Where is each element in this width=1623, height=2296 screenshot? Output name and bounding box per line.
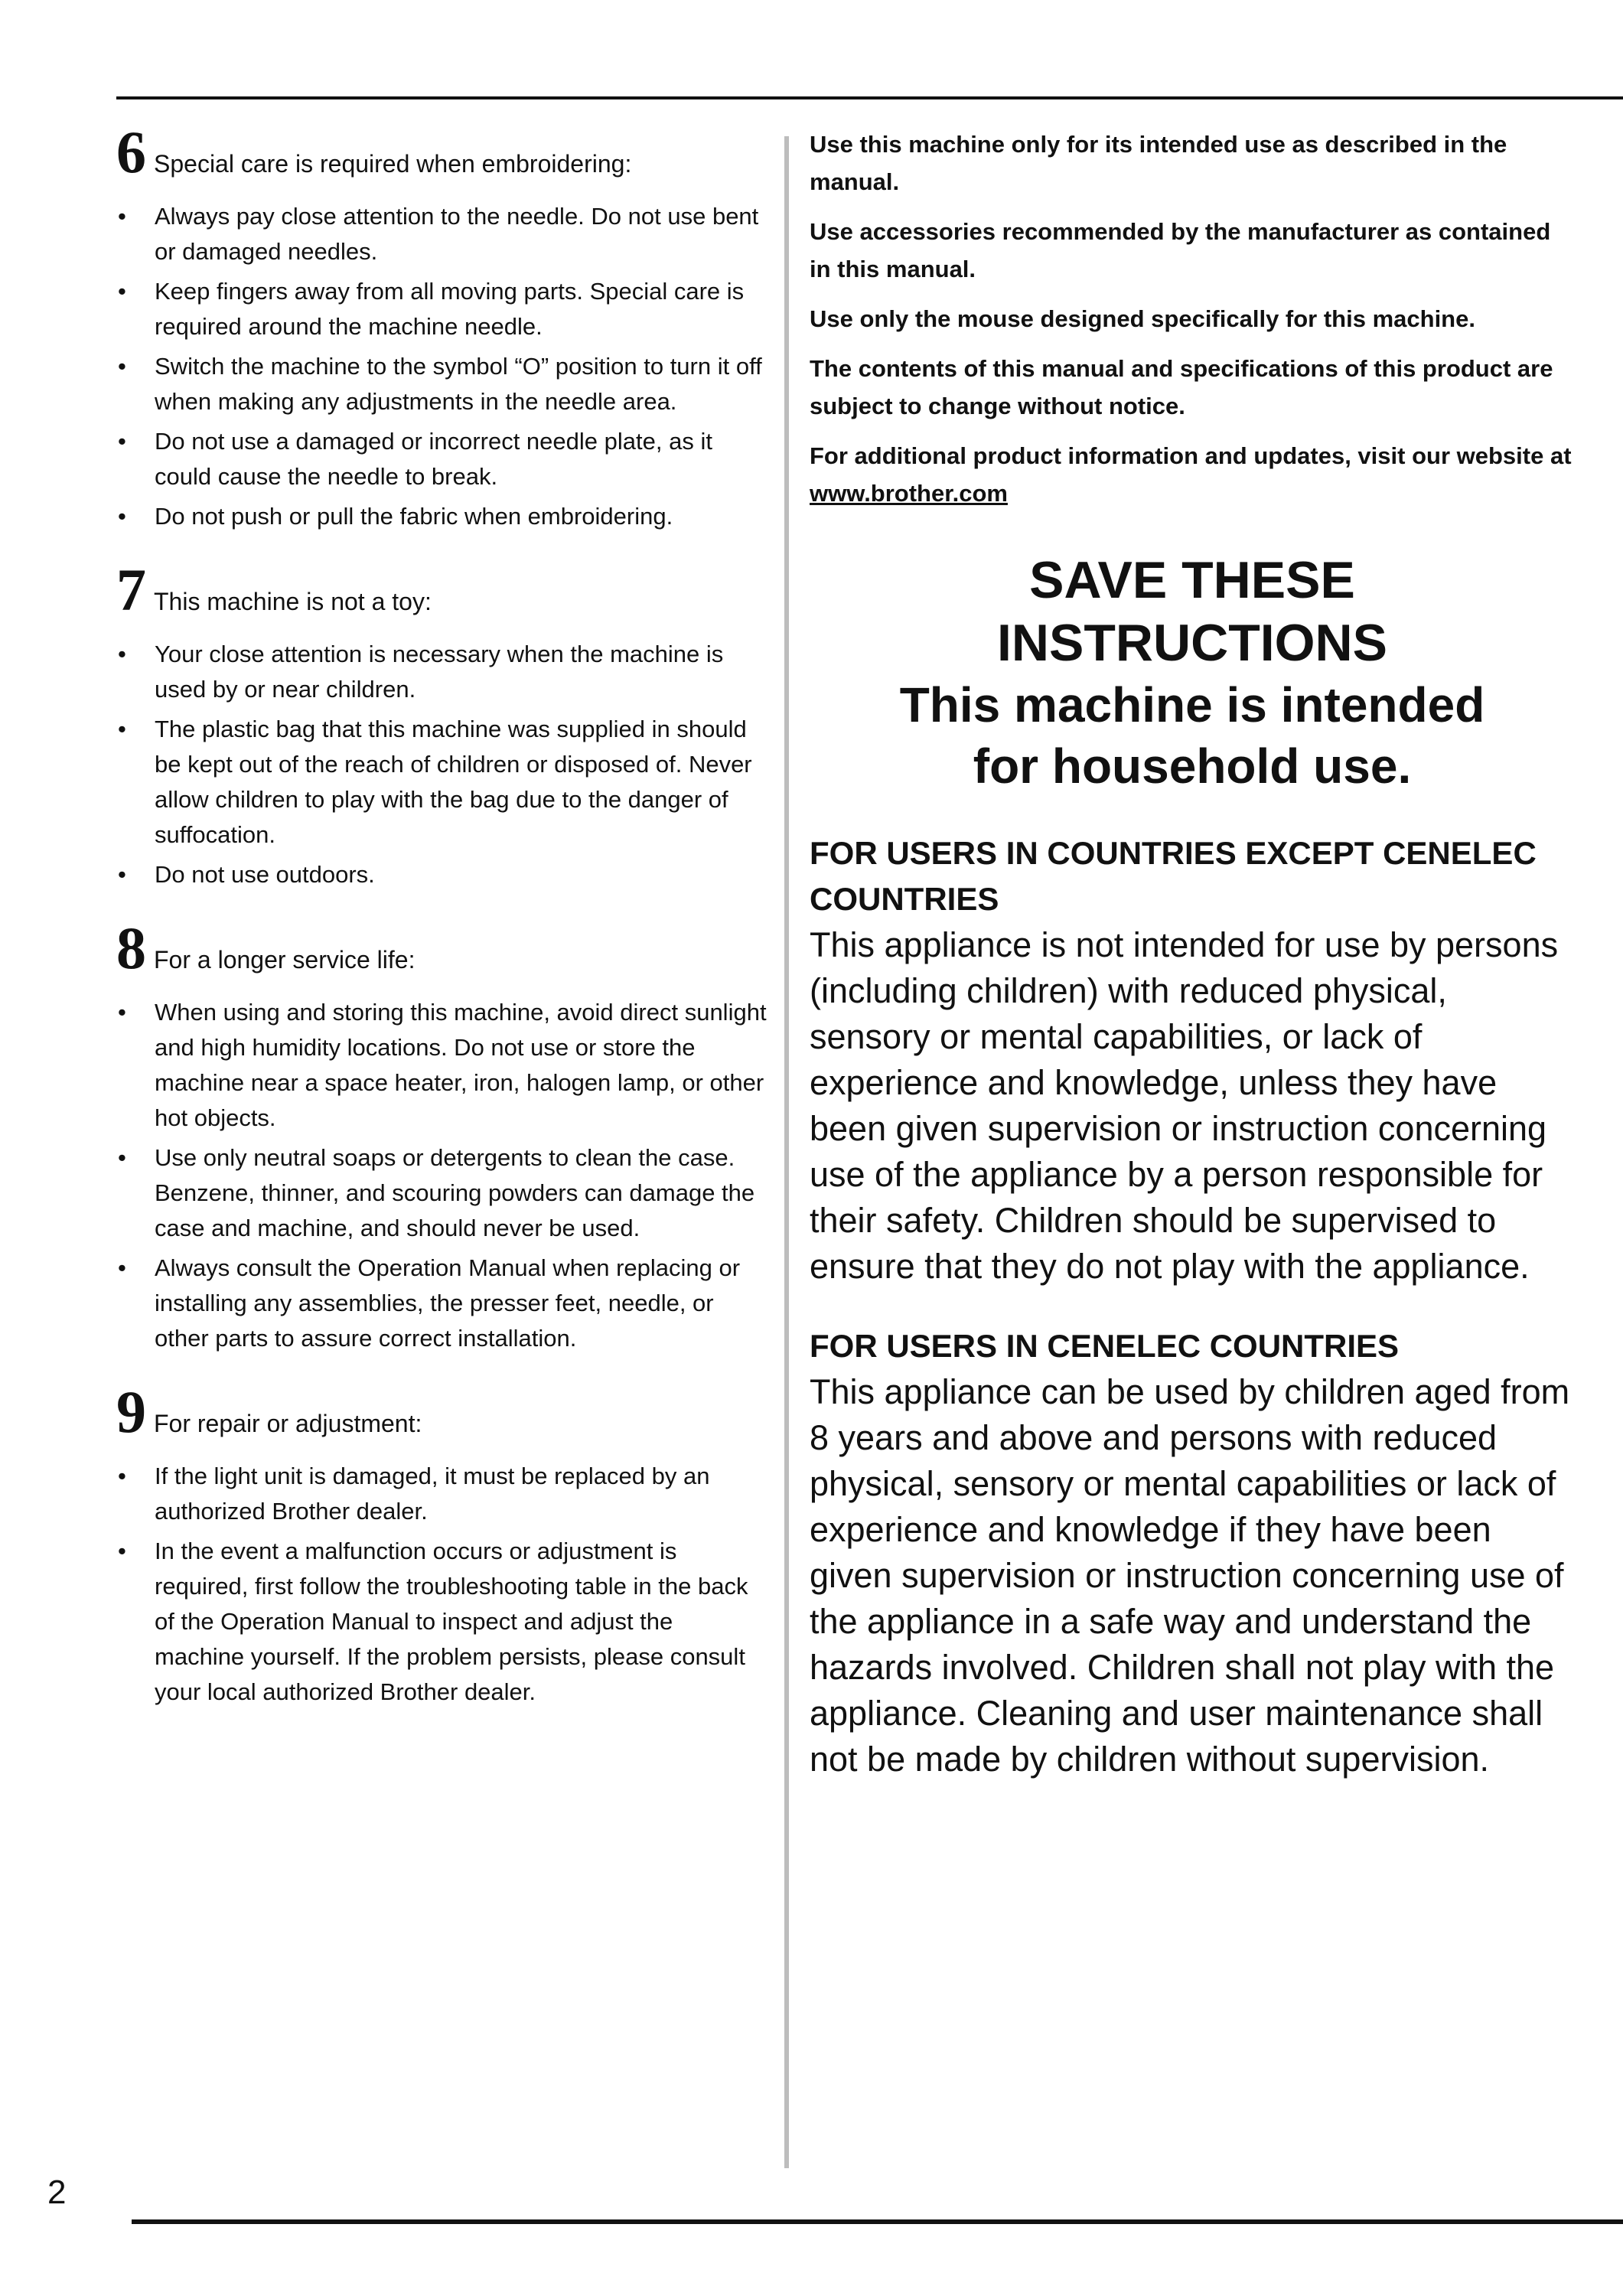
column-divider bbox=[784, 136, 789, 2168]
list-item-text: If the light unit is damaged, it must be replaced by an authorized Brother dealer. bbox=[155, 1463, 710, 1525]
list-item-text: Always pay close attention to the needle. Do not use bent or damaged needles. bbox=[155, 203, 759, 265]
section-6 bbox=[116, 119, 767, 534]
list-item-text: Your close attention is necessary when the machine is used by or near children. bbox=[155, 641, 724, 703]
list-item-text: Do not push or pull the fabric when embroidering. bbox=[155, 503, 673, 530]
section-header bbox=[116, 915, 767, 981]
section-8 bbox=[116, 915, 767, 1356]
specifications-note: The contents of this manual and specifications of this product are subject to change without notice. bbox=[810, 355, 1553, 419]
list-item-text: Use only neutral soaps or detergents to clean the case. Benzene, thinner, and scouring powders can damage the case and machine, and should never be used. bbox=[155, 1144, 755, 1241]
cenelec-text: This appliance can be used by children aged from 8 years and above and persons with reduced physical, sensory or mental capabilities or lack of experience and knowledge if they have been given supervision or instruction concerning use of the appliance in a safe way and understand the hazards involved. Children shall not play with the appliance. Cleaning and user maintenance shall not be made by children without supervision. bbox=[810, 1372, 1570, 1779]
section-title: This machine is not a toy: bbox=[154, 588, 432, 615]
list-item-text: When using and storing this machine, avoid direct sunlight and high humidity locations. Do not use or store the machine near a space heater, iron, halogen lamp, or other hot objects. bbox=[155, 999, 767, 1131]
list-item-text: The plastic bag that this machine was supplied in should be kept out of the reach of children or disposed of. Never allow children to play with the bag due to the danger of suffocation. bbox=[155, 716, 752, 848]
left-column bbox=[116, 119, 767, 1736]
bullet-icon: • bbox=[118, 503, 126, 530]
website-note-text: For additional product information and updates, visit our website at bbox=[810, 442, 1572, 469]
list-item bbox=[116, 857, 767, 892]
list-item bbox=[116, 1140, 767, 1246]
bullet-icon: • bbox=[118, 203, 126, 230]
list-item bbox=[116, 995, 767, 1136]
bullet-icon: • bbox=[118, 716, 126, 742]
save-instructions-line2: INSTRUCTIONS bbox=[997, 614, 1387, 672]
list-item bbox=[116, 424, 767, 494]
bullet-icon: • bbox=[118, 353, 126, 380]
bullet-list bbox=[116, 995, 767, 1356]
bullet-icon: • bbox=[118, 278, 126, 305]
section-title: Special care is required when embroidering: bbox=[154, 150, 632, 178]
cenelec-heading: FOR USERS IN CENELEC COUNTRIES bbox=[810, 1328, 1400, 1364]
website-link[interactable]: www.brother.com bbox=[810, 480, 1008, 507]
right-column bbox=[810, 126, 1575, 1816]
top-rule bbox=[116, 96, 1623, 99]
bullet-list bbox=[116, 199, 767, 534]
household-use-line1: This machine is intended bbox=[899, 677, 1485, 732]
bullet-icon: • bbox=[118, 1254, 126, 1281]
bullet-icon: • bbox=[118, 641, 126, 667]
except-cenelec-heading: FOR USERS IN COUNTRIES EXCEPT CENELEC COUNTRIES bbox=[810, 835, 1537, 917]
save-instructions-line1: SAVE THESE bbox=[1029, 551, 1355, 609]
bullet-icon: • bbox=[118, 428, 126, 455]
page-number: 2 bbox=[47, 2174, 67, 2211]
list-item-text: Switch the machine to the symbol “O” position to turn it off when making any adjustments in the needle area. bbox=[155, 353, 762, 415]
intended-use-note: Use this machine only for its intended use as described in the manual. bbox=[810, 131, 1507, 195]
list-item-text: Do not use a damaged or incorrect needle plate, as it could cause the needle to break. bbox=[155, 428, 712, 490]
section-title: For a longer service life: bbox=[154, 946, 416, 974]
list-item bbox=[116, 1251, 767, 1356]
section-number: 6 bbox=[116, 119, 146, 185]
bullet-list bbox=[116, 637, 767, 892]
section-number: 7 bbox=[116, 556, 146, 623]
list-item-text: In the event a malfunction occurs or adjustment is required, first follow the troubleshooting table in the back of the Operation Manual to inspect and adjust the machine yourself. If the problem persists, please consult your local authorized Brother dealer. bbox=[155, 1538, 748, 1705]
accessories-note: Use accessories recommended by the manufacturer as contained in this manual. bbox=[810, 218, 1551, 282]
list-item bbox=[116, 274, 767, 344]
bullet-icon: • bbox=[118, 861, 126, 888]
bullet-icon: • bbox=[118, 1538, 126, 1564]
list-item-text: Keep fingers away from all moving parts. Special care is required around the machine needle. bbox=[155, 278, 745, 340]
except-cenelec-text: This appliance is not intended for use by persons (including children) with reduced physical, sensory or mental capabilities, or lack of experience and knowledge, unless they have been given supervision or instruction concerning use of the appliance by a person responsible for their safety. Children should be supervised to ensure that they do not play with the appliance. bbox=[810, 925, 1559, 1286]
mouse-note: Use only the mouse designed specifically for this machine. bbox=[810, 305, 1475, 332]
section-7 bbox=[116, 556, 767, 892]
list-item-text: Always consult the Operation Manual when replacing or installing any assemblies, the presser feet, needle, or other parts to assure correct installation. bbox=[155, 1254, 741, 1352]
list-item-text: Do not use outdoors. bbox=[155, 861, 375, 888]
list-item bbox=[116, 637, 767, 707]
section-number: 9 bbox=[116, 1378, 146, 1445]
household-use-line2: for household use. bbox=[973, 739, 1412, 794]
save-instructions-block bbox=[810, 549, 1575, 797]
section-9 bbox=[116, 1378, 767, 1710]
section-header bbox=[116, 119, 767, 185]
bullet-icon: • bbox=[118, 999, 126, 1026]
bullet-icon: • bbox=[118, 1144, 126, 1171]
bottom-rule bbox=[132, 2219, 1623, 2224]
list-item bbox=[116, 1459, 767, 1529]
website-note bbox=[810, 437, 1575, 512]
list-item bbox=[116, 349, 767, 419]
bullet-icon: • bbox=[118, 1463, 126, 1489]
list-item bbox=[116, 499, 767, 534]
list-item bbox=[116, 1534, 767, 1710]
list-item bbox=[116, 712, 767, 853]
section-header bbox=[116, 1378, 767, 1445]
bullet-list bbox=[116, 1459, 767, 1710]
section-header bbox=[116, 556, 767, 623]
list-item bbox=[116, 199, 767, 269]
section-title: For repair or adjustment: bbox=[154, 1410, 422, 1437]
section-number: 8 bbox=[116, 915, 146, 981]
